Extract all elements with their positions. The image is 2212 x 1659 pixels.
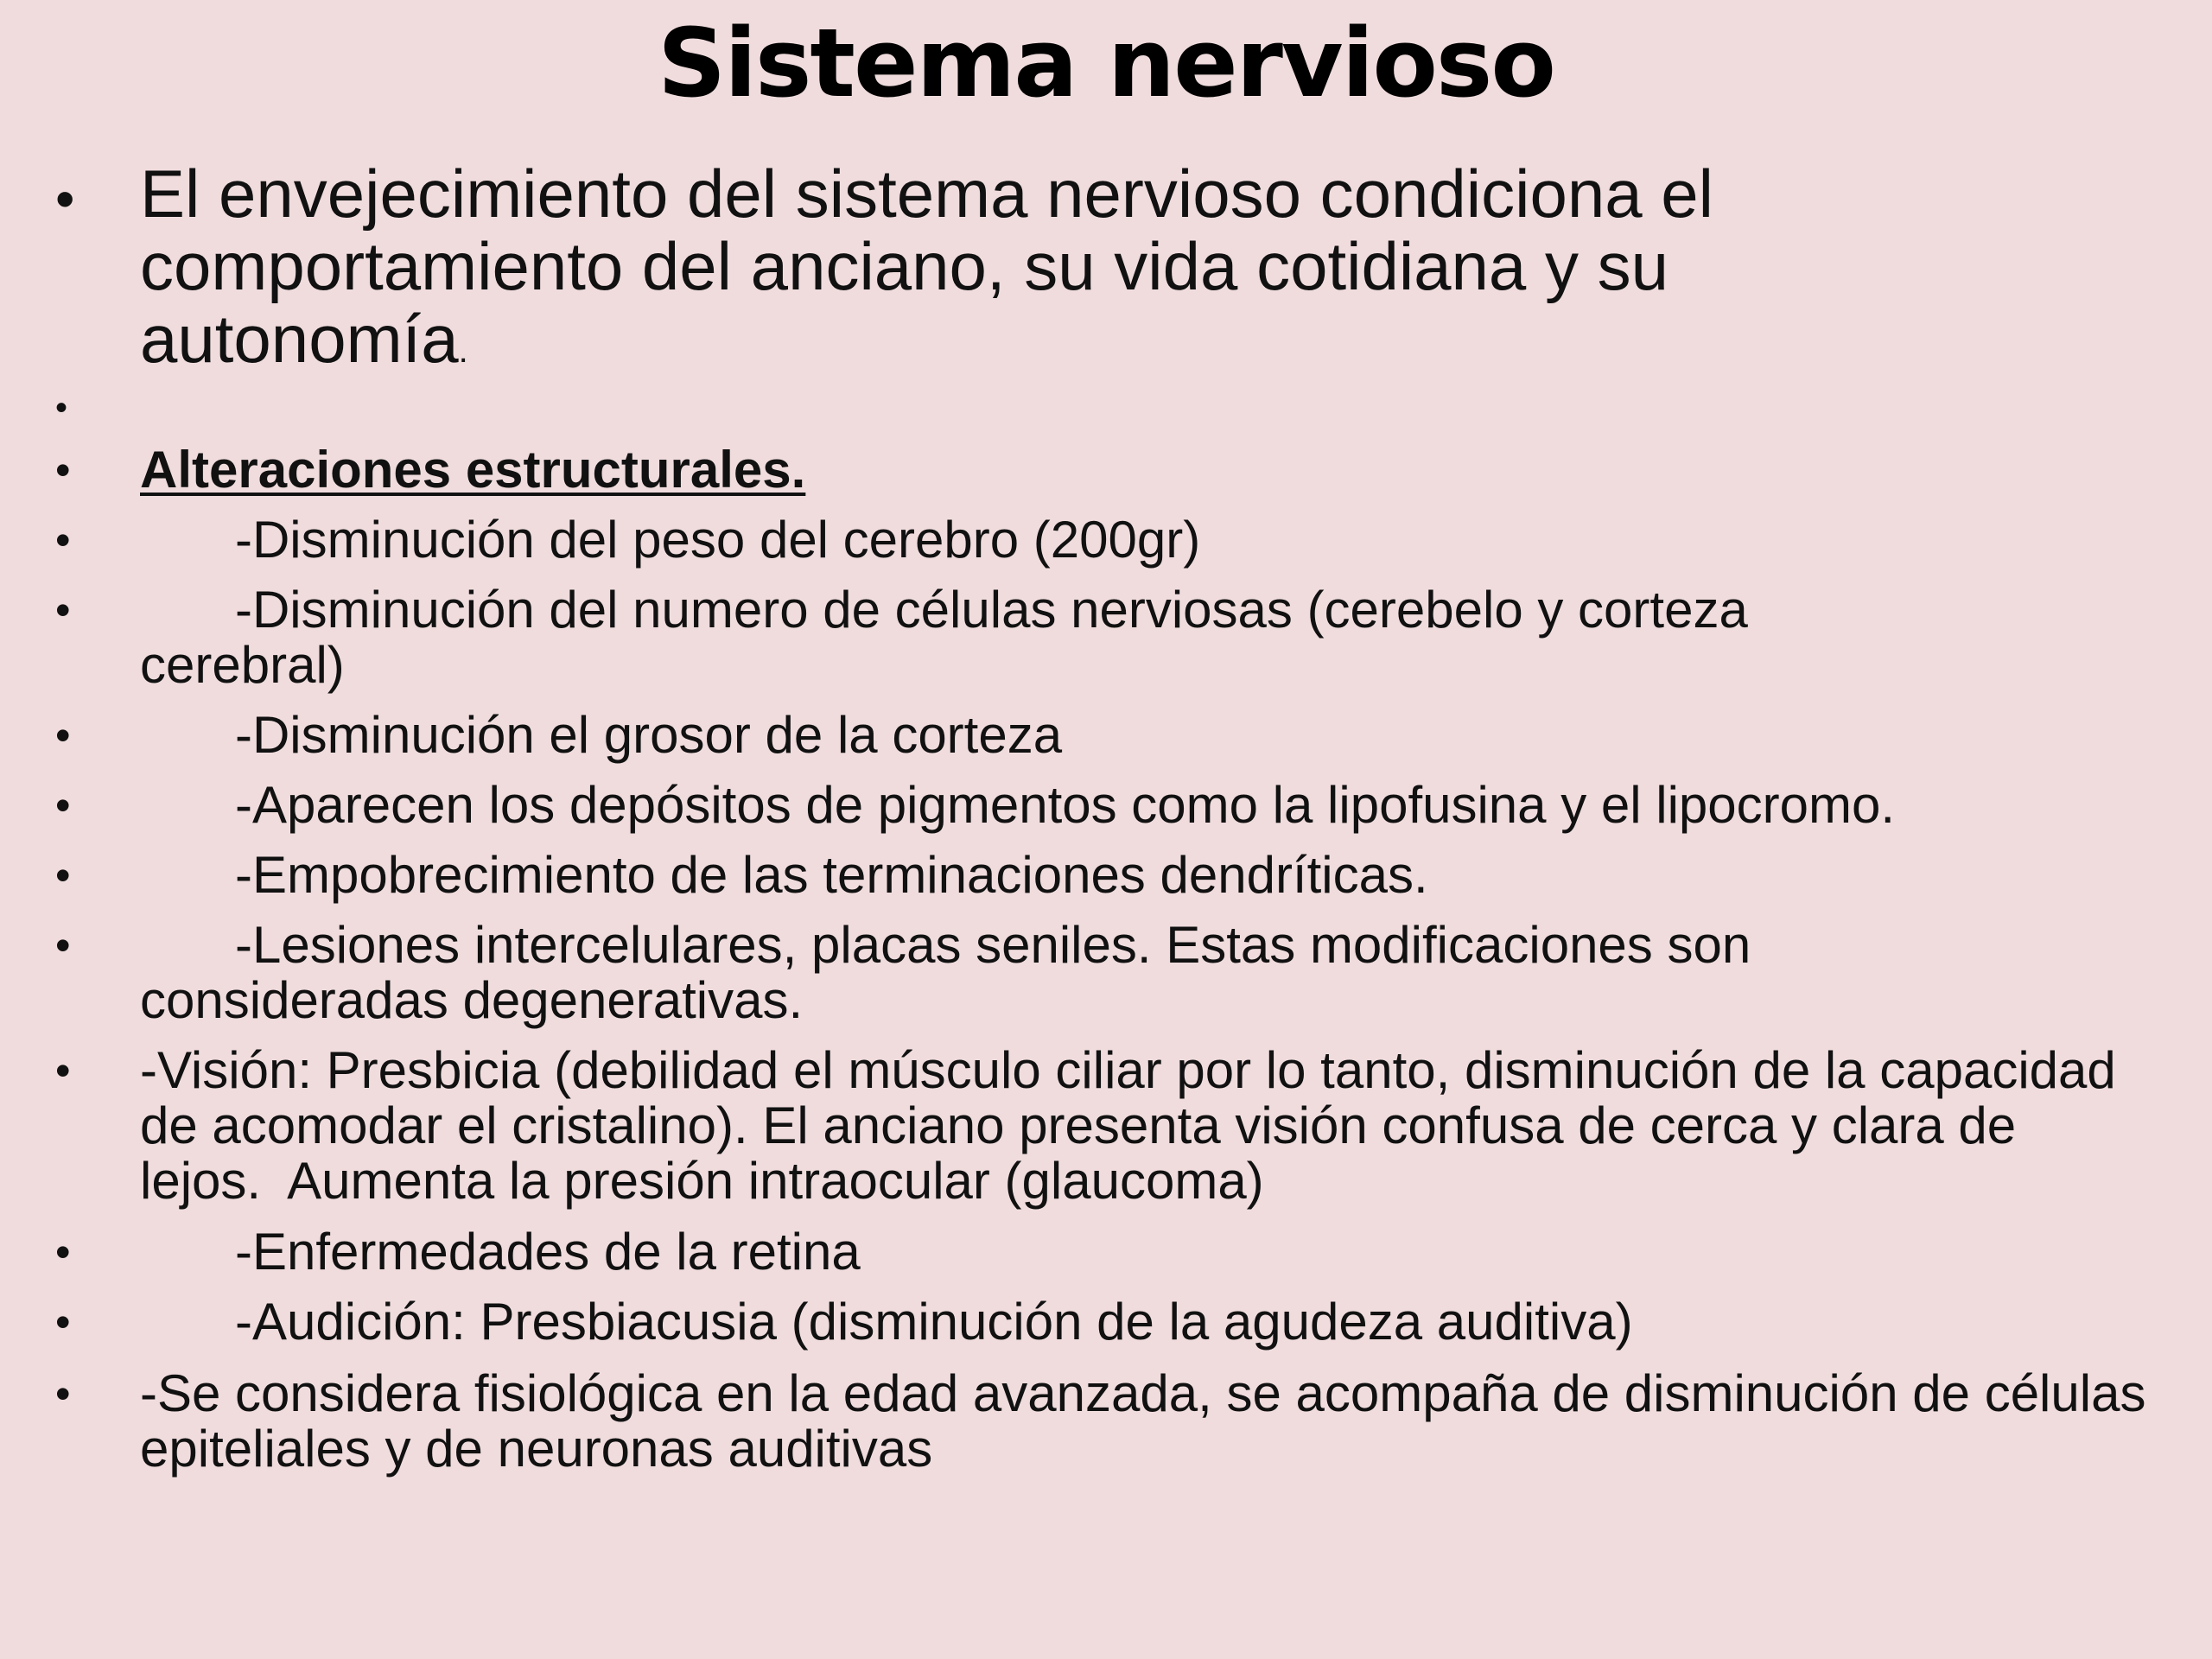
item-text xyxy=(140,582,2127,693)
bullet-icon: • xyxy=(55,711,71,760)
bullet-icon: • xyxy=(55,851,71,899)
bullet-icon: • xyxy=(55,1370,71,1418)
section-heading: Alteraciones estructurales. xyxy=(140,441,806,499)
bullet-icon: • xyxy=(55,921,71,969)
item-text-first: -Lesiones intercelulares, placas seniles. Estas modificaciones son xyxy=(235,916,1751,974)
intro-text xyxy=(140,157,1998,387)
item-text-rest: cerebral) xyxy=(140,636,345,694)
item-text: -Enfermedades de la retina xyxy=(235,1223,861,1281)
item-text: -Visión: Presbicia (debilidad el músculo ciliar por lo tanto, disminución de la capacidad de acomodar el cristalino). El anciano presenta visión confusa de cerca y clara de lejos. Aumenta la presión intraocular (glaucoma) xyxy=(140,1041,2131,1210)
item-text: -Disminución el grosor de la corteza xyxy=(235,706,1063,764)
bullet-icon: • xyxy=(55,446,71,494)
bullet-icon: • xyxy=(55,516,71,564)
bullet-icon: • xyxy=(55,168,75,230)
item-text: -Audición: Presbiacusia (disminución de la agudeza auditiva) xyxy=(235,1293,1633,1351)
intro-period: . xyxy=(458,332,468,370)
item-text: -Se considera fisiológica en la edad avanzada, se acompaña de disminución de células epiteliales y de neuronas auditivas xyxy=(140,1364,2161,1478)
intro-main-text: El envejecimiento del sistema nervioso condiciona el comportamiento del anciano, su vida cotidiana y su autonomía xyxy=(140,156,1732,377)
item-text: -Empobrecimiento de las terminaciones dendríticas. xyxy=(235,846,1428,904)
bullet-icon: • xyxy=(55,781,71,830)
bullet-icon: • xyxy=(55,586,71,634)
item-text xyxy=(140,918,2127,1028)
item-text: -Disminución del peso del cerebro (200gr) xyxy=(235,511,1201,569)
item-text-first: -Disminución del numero de células nerviosas (cerebelo y corteza xyxy=(235,581,1748,639)
bullet-icon: • xyxy=(55,1228,71,1276)
bullet-icon: • xyxy=(55,1046,71,1095)
slide-title: Sistema nervioso xyxy=(658,8,1554,118)
item-text-rest: consideradas degenerativas. xyxy=(140,971,804,1029)
item-text: -Aparecen los depósitos de pigmentos como la lipofusina y el lipocromo. xyxy=(235,776,1896,834)
bullet-icon: • xyxy=(55,1298,71,1346)
bullet-icon: • xyxy=(55,389,68,427)
